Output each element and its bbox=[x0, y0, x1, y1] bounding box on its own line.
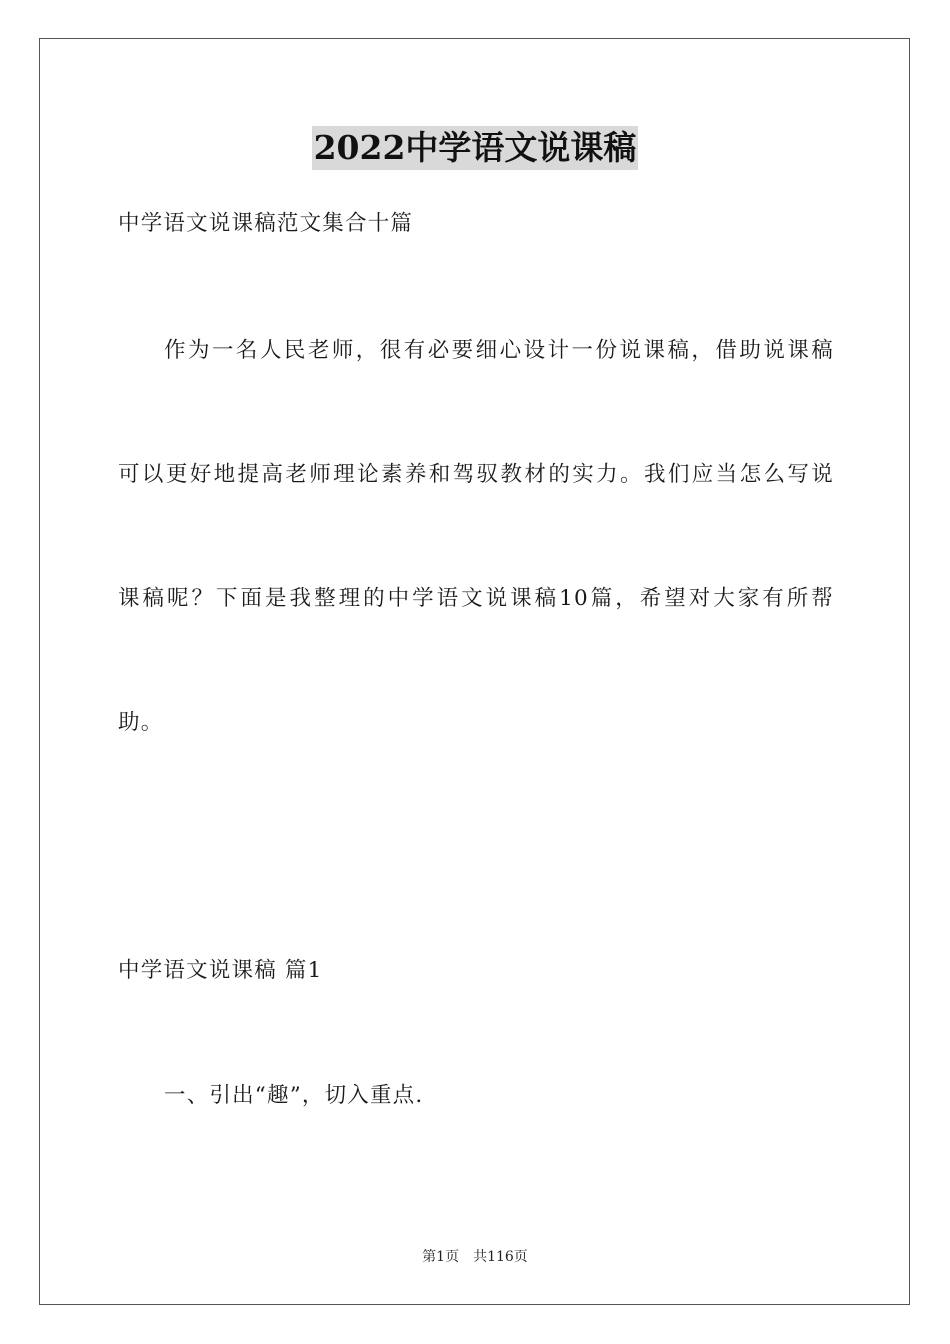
section-first-line: 一、引出“趣”，切入重点. bbox=[164, 1083, 424, 1108]
intro-line-2: 可以更好地提高老师理论素养和驾驭教材的实力。我们应当怎么写说 bbox=[118, 462, 834, 487]
section-heading: 中学语文说课稿 篇1 bbox=[118, 958, 323, 983]
intro-line-4: 助。 bbox=[118, 710, 164, 735]
document-title bbox=[0, 126, 950, 170]
document-subtitle: 中学语文说课稿范文集合十篇 bbox=[118, 211, 414, 236]
intro-line-1: 作为一名人民老师，很有必要细心设计一份说课稿，借助说课稿 bbox=[164, 338, 834, 363]
intro-line-3: 课稿呢？下面是我整理的中学语文说课稿10篇，希望对大家有所帮 bbox=[118, 586, 834, 611]
document-title-text: 2022中学语文说课稿 bbox=[312, 126, 639, 170]
page-footer: 第1页 共116页 bbox=[422, 1249, 528, 1265]
